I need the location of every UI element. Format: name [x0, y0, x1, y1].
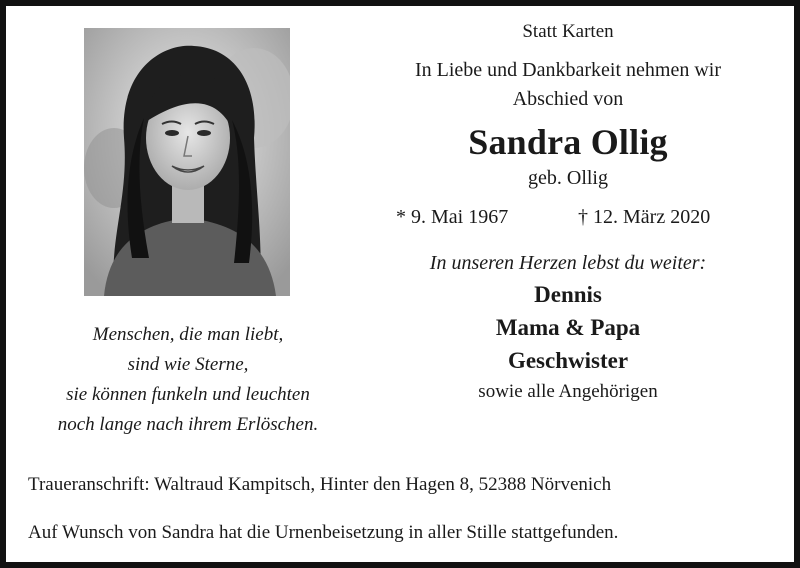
intro-text [340, 56, 796, 114]
quote-line: sind wie Sterne, [127, 354, 249, 375]
remembrance-line: In unseren Herzen lebst du weiter: [429, 252, 707, 274]
family-member: Dennis [534, 282, 602, 307]
intro-line: In Liebe und Dankbarkeit nehmen wir [414, 59, 721, 81]
life-dates [340, 202, 796, 232]
mourning-address: Traueranschrift: Waltraud Kampitsch, Hinter den Hagen 8, 52388 Nörvenich [28, 474, 612, 495]
family-member: Mama & Papa [495, 315, 641, 340]
intro-line: Abschied von [512, 88, 624, 110]
relatives-line: sowie alle Angehörigen [478, 381, 658, 402]
deceased-name: Sandra Ollig [468, 122, 668, 162]
quote-line: sie können funkeln und leuchten [66, 384, 310, 405]
family-member: Geschwister [507, 348, 629, 373]
quote-line: noch lange nach ihrem Erlöschen. [57, 414, 319, 435]
quote-line: Menschen, die man liebt, [92, 324, 284, 345]
memorial-quote [18, 320, 358, 440]
birth-date: * 9. Mai 1967 [396, 206, 509, 228]
header-statt-karten: Statt Karten [522, 21, 614, 42]
portrait-photo [84, 28, 290, 296]
death-date: † 12. März 2020 [578, 206, 711, 228]
burial-note: Auf Wunsch von Sandra hat die Urnenbeisetzung in aller Stille stattgefunden. [28, 522, 619, 543]
announcement-block [340, 18, 796, 406]
birth-name: geb. Ollig [528, 167, 608, 189]
